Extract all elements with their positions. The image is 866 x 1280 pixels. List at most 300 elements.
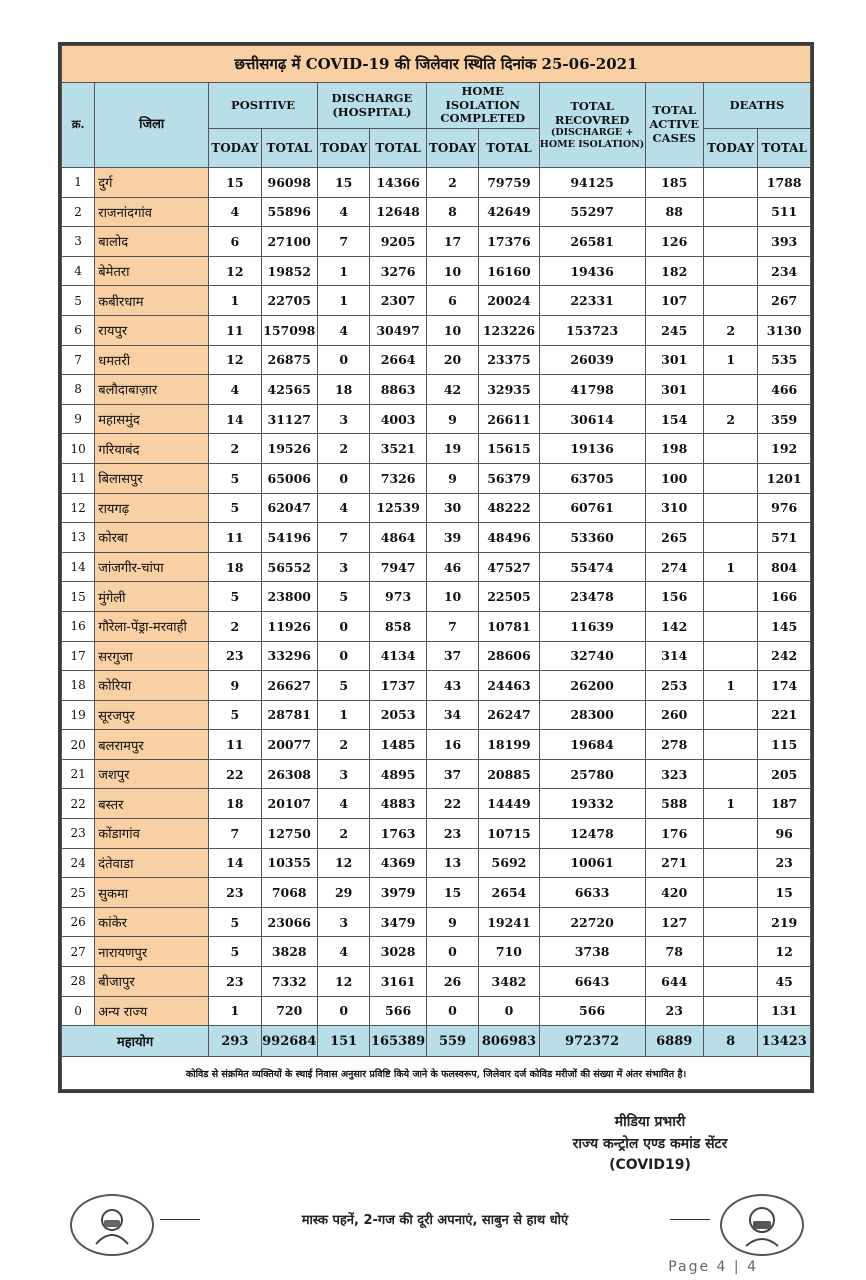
cell-dis-today: 2 [317, 730, 369, 760]
cell-district: कांकेर [95, 907, 209, 937]
cell-death-total: 45 [758, 967, 811, 997]
home-isolation-total-header: TOTAL [479, 129, 539, 168]
table-row [62, 315, 811, 345]
cell-death-total: 221 [758, 700, 811, 730]
table-row [62, 641, 811, 671]
cell-active: 23 [645, 996, 703, 1026]
cell-active: 176 [645, 819, 703, 849]
signature-block [510, 1112, 790, 1177]
cell-hi-today: 0 [426, 937, 478, 967]
disclaimer-note: कोविड से संक्रमित व्यक्तियों के स्थाई निवास अनुसार प्रविष्टि किये जाने के फलस्वरूप, जिलेवार दर्ज कोविड मरीजों की संख्या में अंतर संभावित है। [62, 1057, 811, 1090]
cell-dis-total: 1737 [370, 671, 426, 701]
cell-pos-total: 11926 [261, 611, 317, 641]
cell-district: बालोद [95, 227, 209, 257]
cell-hi-total: 19241 [479, 907, 539, 937]
cell-district: धमतरी [95, 345, 209, 375]
cell-district: महासमुंद [95, 404, 209, 434]
cell-active: 107 [645, 286, 703, 316]
cell-district: दंतेवाडा [95, 848, 209, 878]
cell-hi-total: 28606 [479, 641, 539, 671]
cell-dis-today: 12 [317, 967, 369, 997]
district-covid-table [61, 45, 811, 1090]
cell-dis-total: 1485 [370, 730, 426, 760]
cell-death-today [703, 493, 757, 523]
grand-total-label: महायोग [62, 1026, 209, 1057]
cell-sn: 21 [62, 759, 95, 789]
cell-pos-total: 54196 [261, 523, 317, 553]
cell-hi-today: 16 [426, 730, 478, 760]
total-active: 6889 [645, 1026, 703, 1057]
deaths-total-header: TOTAL [758, 129, 811, 168]
cell-recovered: 32740 [539, 641, 645, 671]
cell-death-total: 359 [758, 404, 811, 434]
cell-death-total: 511 [758, 197, 811, 227]
cell-death-total: 23 [758, 848, 811, 878]
cell-hi-today: 10 [426, 315, 478, 345]
cell-recovered: 30614 [539, 404, 645, 434]
cell-hi-today: 10 [426, 256, 478, 286]
col-deaths-header: DEATHS [703, 83, 810, 129]
cell-active: 301 [645, 375, 703, 405]
total-positive-total: 992684 [261, 1026, 317, 1057]
cell-death-today [703, 819, 757, 849]
cell-pos-total: 26308 [261, 759, 317, 789]
cell-recovered: 19136 [539, 434, 645, 464]
cell-hi-total: 710 [479, 937, 539, 967]
grand-total-row [62, 1026, 811, 1057]
cell-active: 127 [645, 907, 703, 937]
cell-recovered: 41798 [539, 375, 645, 405]
cell-hi-total: 32935 [479, 375, 539, 405]
table-row [62, 671, 811, 701]
positive-today-header: TODAY [209, 129, 261, 168]
cell-pos-total: 62047 [261, 493, 317, 523]
cell-district: सूरजपुर [95, 700, 209, 730]
cell-dis-today: 15 [317, 168, 369, 198]
cell-dis-total: 30497 [370, 315, 426, 345]
cell-death-today [703, 700, 757, 730]
cell-hi-total: 5692 [479, 848, 539, 878]
cell-hi-total: 56379 [479, 463, 539, 493]
table-row [62, 789, 811, 819]
cell-dis-total: 12648 [370, 197, 426, 227]
cell-sn: 27 [62, 937, 95, 967]
cell-recovered: 19436 [539, 256, 645, 286]
table-row [62, 463, 811, 493]
table-row [62, 582, 811, 612]
cell-pos-today: 1 [209, 996, 261, 1026]
right-arrow-line [670, 1219, 710, 1220]
cell-sn: 14 [62, 552, 95, 582]
cell-sn: 7 [62, 345, 95, 375]
cell-death-today [703, 256, 757, 286]
cell-pos-total: 42565 [261, 375, 317, 405]
cell-sn: 16 [62, 611, 95, 641]
cell-hi-today: 9 [426, 907, 478, 937]
handwash-icon [70, 1194, 154, 1256]
cell-hi-total: 123226 [479, 315, 539, 345]
cell-recovered: 55297 [539, 197, 645, 227]
footer-slogan: मास्क पहनें, 2-गज की दूरी अपनाएं, साबुन से हाथ धोएं [301, 1213, 569, 1228]
cell-pos-today: 12 [209, 345, 261, 375]
cell-recovered: 63705 [539, 463, 645, 493]
cell-sn: 3 [62, 227, 95, 257]
cell-pos-today: 5 [209, 907, 261, 937]
cell-dis-total: 2307 [370, 286, 426, 316]
cell-dis-today: 1 [317, 700, 369, 730]
cell-pos-today: 12 [209, 256, 261, 286]
cell-pos-today: 15 [209, 168, 261, 198]
cell-dis-total: 2664 [370, 345, 426, 375]
cell-death-total: 174 [758, 671, 811, 701]
cell-dis-today: 2 [317, 819, 369, 849]
cell-pos-total: 157098 [261, 315, 317, 345]
cell-sn: 24 [62, 848, 95, 878]
cell-sn: 19 [62, 700, 95, 730]
cell-pos-total: 56552 [261, 552, 317, 582]
cell-pos-today: 14 [209, 848, 261, 878]
col-sn-header: क्र. [62, 83, 95, 168]
cell-active: 154 [645, 404, 703, 434]
cell-hi-total: 48496 [479, 523, 539, 553]
cell-dis-total: 4895 [370, 759, 426, 789]
cell-pos-total: 12750 [261, 819, 317, 849]
cell-hi-total: 48222 [479, 493, 539, 523]
cell-active: 301 [645, 345, 703, 375]
cell-district: दुर्ग [95, 168, 209, 198]
cell-hi-today: 9 [426, 404, 478, 434]
cell-pos-today: 7 [209, 819, 261, 849]
cell-pos-today: 5 [209, 493, 261, 523]
cell-pos-total: 7332 [261, 967, 317, 997]
cell-hi-total: 10781 [479, 611, 539, 641]
cell-hi-today: 22 [426, 789, 478, 819]
cell-death-total: 804 [758, 552, 811, 582]
cell-hi-today: 26 [426, 967, 478, 997]
cell-active: 253 [645, 671, 703, 701]
cell-dis-today: 1 [317, 286, 369, 316]
cell-death-today [703, 227, 757, 257]
cell-death-total: 1201 [758, 463, 811, 493]
cell-hi-total: 0 [479, 996, 539, 1026]
cell-hi-total: 15615 [479, 434, 539, 464]
cell-dis-today: 0 [317, 996, 369, 1026]
covid-report-sheet [58, 42, 814, 1093]
cell-district: बेमेतरा [95, 256, 209, 286]
cell-death-today: 1 [703, 552, 757, 582]
cell-sn: 15 [62, 582, 95, 612]
home-isolation-today-header: TODAY [426, 129, 478, 168]
cell-death-total: 205 [758, 759, 811, 789]
cell-district: बस्तर [95, 789, 209, 819]
cell-sn: 0 [62, 996, 95, 1026]
cell-death-total: 187 [758, 789, 811, 819]
cell-hi-today: 43 [426, 671, 478, 701]
cell-death-today [703, 463, 757, 493]
cell-district: कोरबा [95, 523, 209, 553]
cell-active: 182 [645, 256, 703, 286]
cell-recovered: 26039 [539, 345, 645, 375]
cell-recovered: 566 [539, 996, 645, 1026]
col-home-isolation-header: HOME ISOLATION COMPLETED [426, 83, 539, 129]
cell-recovered: 60761 [539, 493, 645, 523]
total-home-isolation-today: 559 [426, 1026, 478, 1057]
cell-death-today [703, 434, 757, 464]
cell-hi-today: 19 [426, 434, 478, 464]
table-row [62, 345, 811, 375]
cell-dis-today: 0 [317, 641, 369, 671]
cell-dis-today: 18 [317, 375, 369, 405]
cell-hi-total: 20024 [479, 286, 539, 316]
cell-dis-today: 4 [317, 493, 369, 523]
footer-slogan-band [60, 1188, 820, 1258]
table-row [62, 256, 811, 286]
cell-sn: 20 [62, 730, 95, 760]
cell-sn: 4 [62, 256, 95, 286]
cell-hi-total: 10715 [479, 819, 539, 849]
cell-recovered: 6633 [539, 878, 645, 908]
cell-dis-total: 7326 [370, 463, 426, 493]
cell-district: रायगढ़ [95, 493, 209, 523]
cell-district: बलौदाबाज़ार [95, 375, 209, 405]
cell-recovered: 23478 [539, 582, 645, 612]
cell-district: मुंगेली [95, 582, 209, 612]
cell-dis-total: 9205 [370, 227, 426, 257]
table-row [62, 552, 811, 582]
cell-pos-total: 28781 [261, 700, 317, 730]
deaths-today-header: TODAY [703, 129, 757, 168]
cell-dis-today: 0 [317, 345, 369, 375]
cell-dis-today: 4 [317, 315, 369, 345]
cell-death-total: 219 [758, 907, 811, 937]
cell-hi-today: 10 [426, 582, 478, 612]
cell-district: राजनांदगांव [95, 197, 209, 227]
cell-recovered: 26581 [539, 227, 645, 257]
table-row [62, 819, 811, 849]
cell-dis-today: 0 [317, 463, 369, 493]
cell-recovered: 22331 [539, 286, 645, 316]
cell-dis-today: 1 [317, 256, 369, 286]
cell-death-today [703, 937, 757, 967]
cell-dis-total: 4883 [370, 789, 426, 819]
cell-pos-today: 1 [209, 286, 261, 316]
col-total-active-header: TOTAL ACTIVE CASES [645, 83, 703, 168]
cell-dis-total: 4003 [370, 404, 426, 434]
cell-dis-total: 3028 [370, 937, 426, 967]
cell-active: 323 [645, 759, 703, 789]
cell-sn: 9 [62, 404, 95, 434]
cell-active: 274 [645, 552, 703, 582]
cell-hi-total: 23375 [479, 345, 539, 375]
total-deaths-today: 8 [703, 1026, 757, 1057]
cell-death-total: 145 [758, 611, 811, 641]
cell-death-today [703, 641, 757, 671]
signature-line-1: मीडिया प्रभारी [614, 1114, 686, 1130]
cell-pos-total: 33296 [261, 641, 317, 671]
cell-active: 420 [645, 878, 703, 908]
cell-recovered: 26200 [539, 671, 645, 701]
cell-active: 185 [645, 168, 703, 198]
cell-sn: 10 [62, 434, 95, 464]
cell-dis-total: 3276 [370, 256, 426, 286]
table-row [62, 611, 811, 641]
total-discharge-today: 151 [317, 1026, 369, 1057]
cell-active: 156 [645, 582, 703, 612]
cell-pos-today: 5 [209, 463, 261, 493]
cell-pos-total: 27100 [261, 227, 317, 257]
cell-hi-today: 7 [426, 611, 478, 641]
cell-dis-total: 858 [370, 611, 426, 641]
cell-hi-today: 0 [426, 996, 478, 1026]
discharge-today-header: TODAY [317, 129, 369, 168]
cell-death-today: 1 [703, 789, 757, 819]
cell-death-today [703, 878, 757, 908]
cell-hi-total: 3482 [479, 967, 539, 997]
cell-district: सरगुजा [95, 641, 209, 671]
cell-district: कोरिया [95, 671, 209, 701]
cell-death-today [703, 168, 757, 198]
cell-pos-total: 19852 [261, 256, 317, 286]
table-row [62, 197, 811, 227]
cell-death-total: 267 [758, 286, 811, 316]
page-title: छत्तीसगढ़ में COVID-19 की जिलेवार स्थिति दिनांक 25-06-2021 [62, 46, 811, 83]
cell-hi-total: 47527 [479, 552, 539, 582]
cell-dis-total: 1763 [370, 819, 426, 849]
cell-hi-today: 9 [426, 463, 478, 493]
table-row [62, 907, 811, 937]
cell-dis-today: 7 [317, 523, 369, 553]
cell-hi-today: 46 [426, 552, 478, 582]
cell-recovered: 19684 [539, 730, 645, 760]
cell-death-total: 96 [758, 819, 811, 849]
cell-active: 245 [645, 315, 703, 345]
col-positive-header: POSITIVE [209, 83, 318, 129]
cell-pos-total: 3828 [261, 937, 317, 967]
cell-death-today [703, 523, 757, 553]
table-row [62, 434, 811, 464]
cell-district: नारायणपुर [95, 937, 209, 967]
cell-dis-total: 4864 [370, 523, 426, 553]
cell-dis-today: 12 [317, 848, 369, 878]
cell-pos-today: 11 [209, 315, 261, 345]
cell-dis-total: 3161 [370, 967, 426, 997]
total-deaths-total: 13423 [758, 1026, 811, 1057]
cell-death-total: 242 [758, 641, 811, 671]
cell-pos-today: 5 [209, 700, 261, 730]
total-discharge-total: 165389 [370, 1026, 426, 1057]
cell-hi-today: 17 [426, 227, 478, 257]
cell-death-today [703, 967, 757, 997]
cell-hi-total: 26611 [479, 404, 539, 434]
cell-dis-today: 29 [317, 878, 369, 908]
cell-dis-total: 3521 [370, 434, 426, 464]
cell-sn: 1 [62, 168, 95, 198]
table-row [62, 523, 811, 553]
cell-hi-total: 24463 [479, 671, 539, 701]
cell-active: 78 [645, 937, 703, 967]
cell-active: 278 [645, 730, 703, 760]
cell-death-today [703, 611, 757, 641]
cell-sn: 23 [62, 819, 95, 849]
cell-pos-today: 23 [209, 878, 261, 908]
cell-dis-total: 8863 [370, 375, 426, 405]
total-positive-today: 293 [209, 1026, 261, 1057]
district-rows [62, 168, 811, 1026]
cell-pos-today: 5 [209, 937, 261, 967]
cell-dis-total: 4369 [370, 848, 426, 878]
cell-death-total: 15 [758, 878, 811, 908]
cell-pos-today: 2 [209, 611, 261, 641]
cell-dis-total: 7947 [370, 552, 426, 582]
cell-recovered: 25780 [539, 759, 645, 789]
cell-district: जांजगीर-चांपा [95, 552, 209, 582]
cell-dis-today: 7 [317, 227, 369, 257]
cell-death-total: 234 [758, 256, 811, 286]
cell-death-total: 131 [758, 996, 811, 1026]
table-row [62, 493, 811, 523]
cell-pos-total: 96098 [261, 168, 317, 198]
table-row [62, 286, 811, 316]
cell-active: 644 [645, 967, 703, 997]
cell-dis-total: 4134 [370, 641, 426, 671]
cell-hi-today: 30 [426, 493, 478, 523]
table-row [62, 730, 811, 760]
cell-hi-total: 79759 [479, 168, 539, 198]
col-district-header: जिला [95, 83, 209, 168]
cell-sn: 12 [62, 493, 95, 523]
cell-dis-today: 2 [317, 434, 369, 464]
cell-pos-today: 22 [209, 759, 261, 789]
table-row [62, 375, 811, 405]
cell-hi-today: 15 [426, 878, 478, 908]
cell-sn: 13 [62, 523, 95, 553]
cell-hi-total: 16160 [479, 256, 539, 286]
cell-pos-total: 23066 [261, 907, 317, 937]
cell-dis-today: 0 [317, 611, 369, 641]
cell-district: जशपुर [95, 759, 209, 789]
table-row [62, 759, 811, 789]
cell-district: बिलासपुर [95, 463, 209, 493]
cell-pos-today: 4 [209, 375, 261, 405]
cell-dis-today: 4 [317, 789, 369, 819]
cell-sn: 2 [62, 197, 95, 227]
cell-active: 271 [645, 848, 703, 878]
cell-active: 314 [645, 641, 703, 671]
cell-recovered: 10061 [539, 848, 645, 878]
cell-hi-today: 8 [426, 197, 478, 227]
cell-death-total: 12 [758, 937, 811, 967]
cell-pos-today: 23 [209, 967, 261, 997]
cell-pos-today: 9 [209, 671, 261, 701]
cell-hi-total: 22505 [479, 582, 539, 612]
cell-active: 265 [645, 523, 703, 553]
cell-hi-today: 42 [426, 375, 478, 405]
cell-pos-total: 22705 [261, 286, 317, 316]
cell-death-total: 192 [758, 434, 811, 464]
cell-death-today [703, 286, 757, 316]
cell-hi-total: 20885 [479, 759, 539, 789]
cell-pos-total: 65006 [261, 463, 317, 493]
cell-death-today: 2 [703, 315, 757, 345]
cell-district: बीजापुर [95, 967, 209, 997]
cell-pos-total: 10355 [261, 848, 317, 878]
cell-active: 88 [645, 197, 703, 227]
cell-recovered: 153723 [539, 315, 645, 345]
cell-recovered: 11639 [539, 611, 645, 641]
cell-dis-today: 5 [317, 582, 369, 612]
cell-sn: 28 [62, 967, 95, 997]
cell-dis-today: 3 [317, 552, 369, 582]
